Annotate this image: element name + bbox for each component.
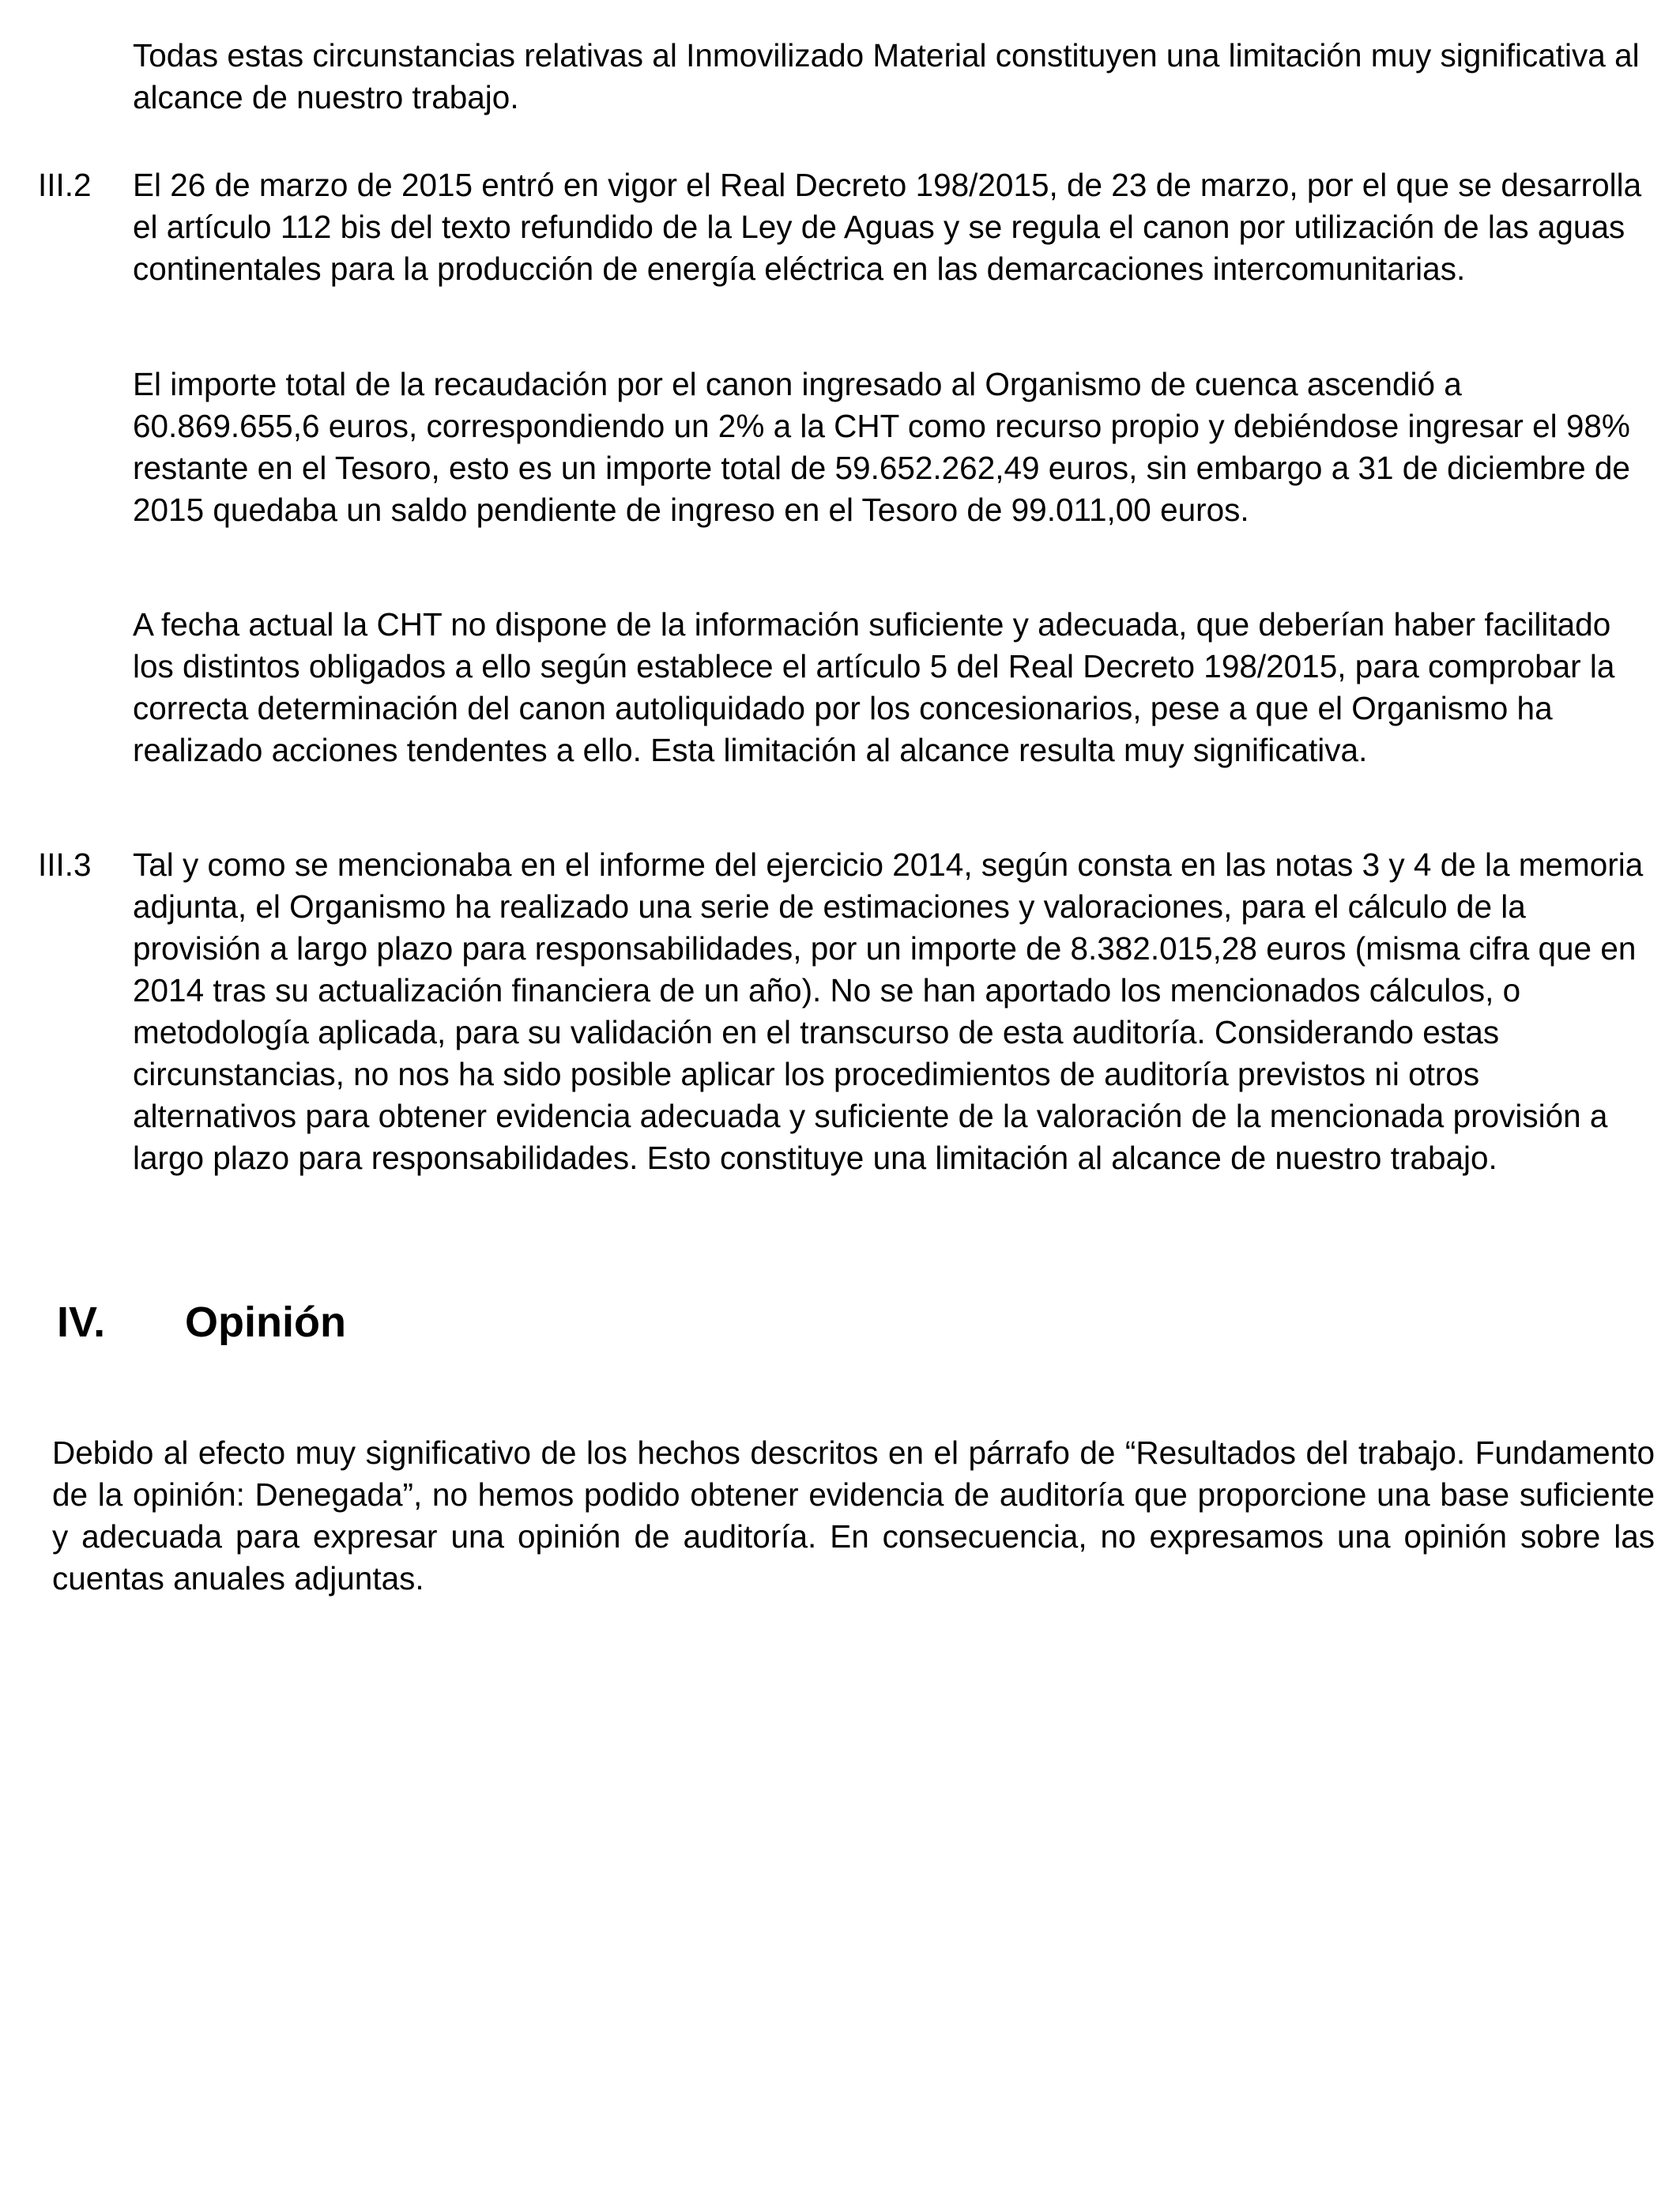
item-label-iii-2: III.2 [38,167,92,203]
item-iii-2-paragraph-3: A fecha actual la CHT no dispone de la información suficiente y adecuada, que deberían haber facilitado los distintos obligados a ello según establece el artículo 5 del Real Decreto 198/2015, para comprobar la correcta determinación del canon autoliquidado por los concesionarios, pese a que el Organismo ha realizado acciones tendentes a ello. Esta limitación al alcance resulta muy significativa. [133,606,1615,768]
opinion-paragraph: Debido al efecto muy significativo de los hechos descritos en el párrafo de “Resultados del trabajo. Fundamento de la opinión: Denegada”, no hemos podido obtener evidencia de auditoría que proporcione una base suficiente y adecuada para expresar una opinión de auditoría. En consecuencia, no expresamos una opinión sobre las cuentas anuales adjuntas. [52,1434,1655,1596]
section-title: Opinión [185,1299,346,1346]
section-number: IV. [57,1299,106,1346]
intro-paragraph: Todas estas circunstancias relativas al Inmovilizado Material constituyen una limitación muy significativa al alcance de nuestro trabajo. [133,37,1640,115]
item-iii-2-paragraph-1: El 26 de marzo de 2015 entró en vigor el Real Decreto 198/2015, de 23 de marzo, por el que se desarrolla el artículo 112 bis del texto refundido de la Ley de Aguas y se regula el canon por utilización de las aguas continentales para la producción de energía eléctrica en las demarcaciones intercomunitarias. [133,167,1642,287]
item-iii-2-paragraph-2: El importe total de la recaudación por el canon ingresado al Organismo de cuenca ascendió a 60.869.655,6 euros, correspondiendo un 2% a la CHT como recurso propio y debiéndose ingresar el 98% restante en el Tesoro, esto es un importe total de 59.652.262,49 euros, sin embargo a 31 de diciembre de 2015 quedaba un saldo pendiente de ingreso en el Tesoro de 99.011,00 euros. [133,366,1630,528]
item-iii-3-paragraph-1: Tal y como se mencionaba en el informe del ejercicio 2014, según consta en las notas 3 y 4 de la memoria adjunta, el Organismo ha realizado una serie de estimaciones y valoraciones, para el cálculo de la provisión a largo plazo para responsabilidades, por un importe de 8.382.015,28 euros (misma cifra que en 2014 tras su actualización financiera de un año). No se han aportado los mencionados cálculos, o metodología aplicada, para su validación en el transcurso de esta auditoría. Considerando estas circunstancias, no nos ha sido posible aplicar los procedimientos de auditoría previstos ni otros alternativos para obtener evidencia adecuada y suficiente de la valoración de la mencionada provisión a largo plazo para responsabilidades. Esto constituye una limitación al alcance de nuestro trabajo. [133,846,1644,1176]
item-label-iii-3: III.3 [38,846,92,883]
